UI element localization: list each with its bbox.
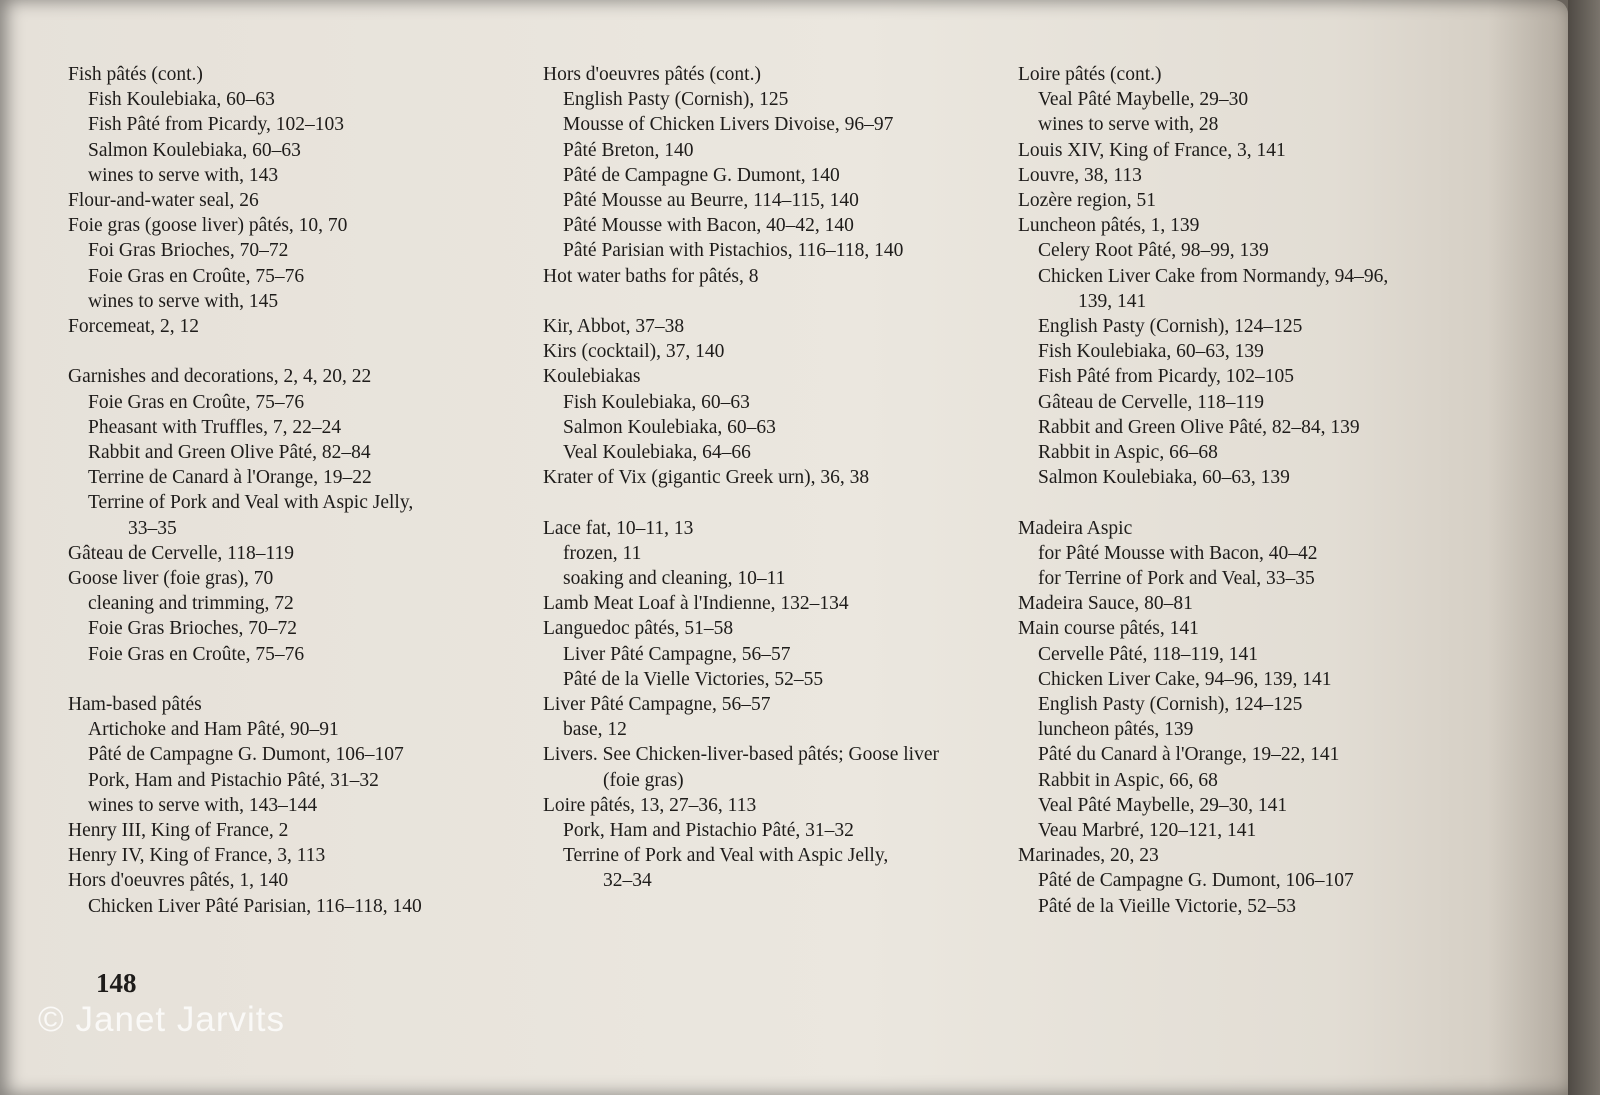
index-subentry: Liver Pâté Campagne, 56–57	[563, 643, 791, 665]
book-binding-edge	[1568, 0, 1600, 1095]
index-subentry: Foie Gras en Croûte, 75–76	[88, 265, 305, 287]
index-subentry: Rabbit in Aspic, 66, 68	[1038, 769, 1218, 791]
index-column-1	[68, 62, 488, 919]
index-entry: Krater of Vix (gigantic Greek urn), 36, 38	[543, 467, 870, 489]
index-entry: Forcemeat, 2, 12	[68, 316, 200, 338]
index-subentry: Fish Pâté from Picardy, 102–103	[88, 114, 345, 136]
index-entry: Livers. See Chicken-liver-based pâtés; Goose liver	[543, 744, 939, 766]
index-subentry: Terrine of Pork and Veal with Aspic Jelly,	[563, 845, 889, 867]
index-subentry: Salmon Koulebiaka, 60–63	[563, 416, 776, 438]
index-subentry: Pork, Ham and Pistachio Pâté, 31–32	[563, 820, 854, 842]
index-subentry: Foie Gras en Croûte, 75–76	[88, 391, 305, 413]
index-subentry: Artichoke and Ham Pâté, 90–91	[88, 719, 339, 741]
index-entry: Languedoc pâtés, 51–58	[543, 618, 734, 640]
index-entry: Louvre, 38, 113	[1018, 164, 1142, 186]
index-spacer	[68, 339, 488, 364]
index-subentry: Veal Pâté Maybelle, 29–30, 141	[1038, 794, 1288, 816]
index-subentry: Pâté Mousse au Beurre, 114–115, 140	[563, 190, 859, 212]
index-entry: Foie gras (goose liver) pâtés, 10, 70	[68, 215, 348, 237]
index-subentry: Pâté de Campagne G. Dumont, 106–107	[1038, 870, 1354, 892]
index-entry: Garnishes and decorations, 2, 4, 20, 22	[68, 366, 372, 388]
index-subentry: 33–35	[128, 517, 177, 539]
index-entry: Kir, Abbot, 37–38	[543, 316, 685, 338]
index-subentry: Pork, Ham and Pistachio Pâté, 31–32	[88, 769, 379, 791]
index-entry: Goose liver (foie gras), 70	[68, 568, 274, 590]
index-subentry: English Pasty (Cornish), 125	[563, 89, 789, 111]
index-entry: Hors d'oeuvres pâtés, 1, 140	[68, 870, 289, 892]
index-subentry: wines to serve with, 145	[88, 290, 279, 312]
index-subentry: Veal Koulebiaka, 64–66	[563, 442, 751, 464]
index-subentry: Chicken Liver Cake, 94–96, 139, 141	[1038, 668, 1332, 690]
index-subentry: soaking and cleaning, 10–11	[563, 568, 786, 590]
index-subentry: Rabbit and Green Olive Pâté, 82–84, 139	[1038, 416, 1360, 438]
index-entry: Ham-based pâtés	[68, 694, 202, 716]
index-entry: Madeira Sauce, 80–81	[1018, 593, 1193, 615]
index-subentry: Foie Gras en Croûte, 75–76	[88, 643, 305, 665]
copyright-watermark: © Janet Jarvits	[38, 1000, 285, 1039]
index-subentry: Terrine of Pork and Veal with Aspic Jelly,	[88, 492, 414, 514]
index-subentry: (foie gras)	[603, 769, 684, 791]
index-subentry: Terrine de Canard à l'Orange, 19–22	[88, 467, 372, 489]
index-subentry: wines to serve with, 143	[88, 164, 279, 186]
index-entry: Hors d'oeuvres pâtés (cont.)	[543, 64, 761, 85]
index-subentry: Foi Gras Brioches, 70–72	[88, 240, 289, 262]
index-subentry: Pâté Breton, 140	[563, 139, 694, 161]
index-subentry: Rabbit in Aspic, 66–68	[1038, 442, 1218, 464]
index-entry: Loire pâtés, 13, 27–36, 113	[543, 794, 757, 816]
index-subentry: Celery Root Pâté, 98–99, 139	[1038, 240, 1269, 262]
index-entry: Marinades, 20, 23	[1018, 845, 1159, 867]
index-spacer	[68, 667, 488, 692]
index-subentry: cleaning and trimming, 72	[88, 593, 294, 615]
page-number: 148	[96, 968, 137, 998]
index-subentry: luncheon pâtés, 139	[1038, 719, 1194, 741]
index-subentry: for Pâté Mousse with Bacon, 40–42	[1038, 542, 1318, 564]
index-entry: Henry IV, King of France, 3, 113	[68, 845, 326, 867]
index-subentry: Fish Pâté from Picardy, 102–105	[1038, 366, 1295, 388]
index-column-2	[543, 62, 988, 894]
index-subentry: English Pasty (Cornish), 124–125	[1038, 316, 1303, 338]
index-entry: Loire pâtés (cont.)	[1018, 64, 1162, 85]
index-subentry: Veal Pâté Maybelle, 29–30	[1038, 89, 1249, 111]
index-entry: Louis XIV, King of France, 3, 141	[1018, 139, 1286, 161]
index-entry: Lace fat, 10–11, 13	[543, 517, 694, 539]
index-subentry: 32–34	[603, 870, 652, 892]
index-subentry: Veau Marbré, 120–121, 141	[1038, 820, 1257, 842]
index-subentry: wines to serve with, 28	[1038, 114, 1219, 136]
index-subentry: Foie Gras Brioches, 70–72	[88, 618, 298, 640]
index-subentry: Salmon Koulebiaka, 60–63	[88, 139, 301, 161]
index-subentry: frozen, 11	[563, 542, 642, 564]
index-entry: Kirs (cocktail), 37, 140	[543, 341, 725, 363]
index-subentry: Pâté de Campagne G. Dumont, 140	[563, 164, 840, 186]
index-entry: Liver Pâté Campagne, 56–57	[543, 694, 771, 716]
index-subentry: wines to serve with, 143–144	[88, 794, 318, 816]
index-entry: Lozère region, 51	[1018, 190, 1157, 212]
index-entry: Flour-and-water seal, 26	[68, 190, 259, 212]
index-subentry: Gâteau de Cervelle, 118–119	[1038, 391, 1264, 413]
index-entry: Hot water baths for pâtés, 8	[543, 265, 759, 287]
index-subentry: Chicken Liver Cake from Normandy, 94–96,	[1038, 265, 1389, 287]
index-subentry: Cervelle Pâté, 118–119, 141	[1038, 643, 1259, 665]
index-entry: Main course pâtés, 141	[1018, 618, 1199, 640]
index-spacer	[1018, 490, 1453, 515]
index-subentry: Pâté de la Vielle Victories, 52–55	[563, 668, 824, 690]
index-subentry: Pâté Parisian with Pistachios, 116–118, 140	[563, 240, 904, 262]
index-spacer	[543, 490, 988, 515]
index-subentry: 139, 141	[1078, 290, 1147, 312]
index-subentry: base, 12	[563, 719, 627, 741]
index-subentry: Pâté du Canard à l'Orange, 19–22, 141	[1038, 744, 1340, 766]
index-subentry: Fish Koulebiaka, 60–63	[88, 89, 275, 111]
index-entry: Luncheon pâtés, 1, 139	[1018, 215, 1200, 237]
index-subentry: Pâté de la Vieille Victorie, 52–53	[1038, 895, 1296, 917]
index-subentry: Chicken Liver Pâté Parisian, 116–118, 140	[88, 895, 422, 917]
index-column-3	[1018, 62, 1453, 919]
index-subentry: Rabbit and Green Olive Pâté, 82–84	[88, 442, 371, 464]
index-subentry: Pheasant with Truffles, 7, 22–24	[88, 416, 342, 438]
index-subentry: English Pasty (Cornish), 124–125	[1038, 694, 1303, 716]
index-subentry: Fish Koulebiaka, 60–63, 139	[1038, 341, 1264, 363]
index-subentry: Pâté de Campagne G. Dumont, 106–107	[88, 744, 404, 766]
index-entry: Henry III, King of France, 2	[68, 820, 289, 842]
index-subentry: for Terrine of Pork and Veal, 33–35	[1038, 568, 1315, 590]
index-entry: Lamb Meat Loaf à l'Indienne, 132–134	[543, 593, 849, 615]
index-spacer	[543, 289, 988, 314]
index-entry: Madeira Aspic	[1018, 517, 1133, 539]
index-entry: Koulebiakas	[543, 366, 641, 388]
index-subentry: Fish Koulebiaka, 60–63	[563, 391, 750, 413]
index-subentry: Mousse of Chicken Livers Divoise, 96–97	[563, 114, 894, 136]
index-entry: Fish pâtés (cont.)	[68, 64, 203, 85]
index-entry: Gâteau de Cervelle, 118–119	[68, 542, 294, 564]
index-subentry: Pâté Mousse with Bacon, 40–42, 140	[563, 215, 854, 237]
index-subentry: Salmon Koulebiaka, 60–63, 139	[1038, 467, 1290, 489]
